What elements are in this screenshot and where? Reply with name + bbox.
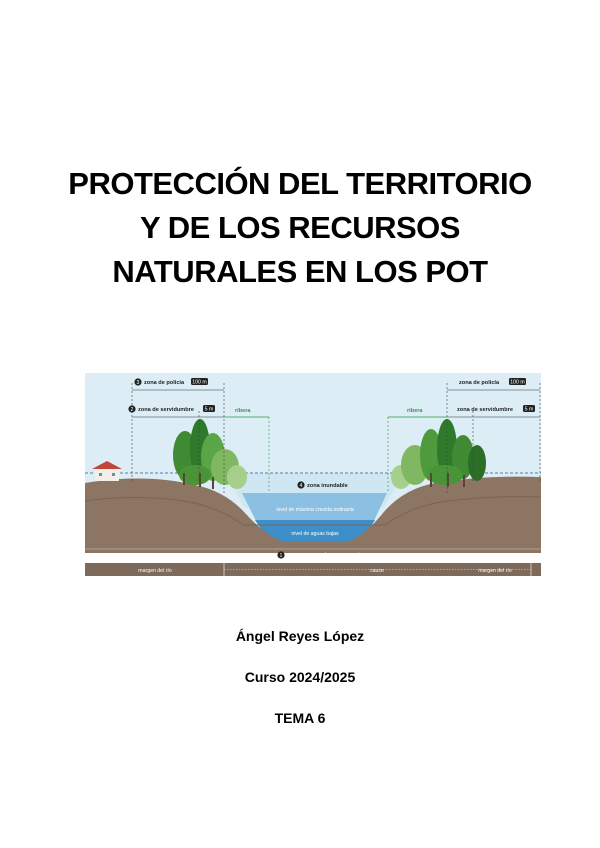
zona-policia-left-label: zona de policía: [144, 380, 185, 386]
margen-left-label: margen del río: [138, 568, 172, 574]
dominio-privado-right-label: DOMINIO PRIVADO: [469, 553, 517, 559]
zona-policia-right-badge: 100 m: [510, 379, 525, 386]
river-zones-diagram: [85, 373, 541, 576]
title-line-1: PROTECCIÓN DEL TERRITORIO: [68, 166, 532, 201]
zona-policia-right-label: zona de policía: [459, 380, 500, 386]
number-4-label: 4: [299, 483, 303, 489]
zona-inundable-label: zona inundable: [307, 483, 348, 489]
nivel-aguas-bajas-label: nivel de aguas bajas: [291, 531, 339, 537]
zona-servidumbre-right-badge: 5 m: [524, 406, 534, 413]
course-year: Curso 2024/2025: [244, 669, 356, 685]
ribera-right-label: ribera: [407, 408, 423, 414]
author-name: Ángel Reyes López: [235, 628, 365, 644]
document-title: [40, 162, 560, 294]
zona-servidumbre-left-label: zona de servidumbre: [138, 407, 194, 413]
number-2-label: 2: [130, 407, 134, 413]
cauce-label: cauce: [370, 568, 384, 574]
number-3-label: 3: [136, 380, 140, 386]
margen-right-label: margen del río: [478, 568, 512, 574]
nivel-maxima-crecida-label: nivel de máxima crecida ordinaria: [276, 507, 354, 513]
ribera-left-label: ribera: [235, 408, 251, 414]
zona-policia-left-badge: 100 m: [192, 379, 207, 386]
title-line-2: Y DE LOS RECURSOS: [140, 210, 460, 245]
dominio-publico-label: DOMINIO PÚBLICO HIDRÁULICO: [295, 553, 377, 559]
zona-servidumbre-right-label: zona de servidumbre: [457, 407, 513, 413]
topic-label: TEMA 6: [274, 710, 326, 726]
zona-servidumbre-left-badge: 5 m: [204, 406, 214, 413]
title-line-3: NATURALES EN LOS POT: [112, 254, 488, 289]
dominio-privado-left-label: DOMINIO PRIVADO: [131, 553, 179, 559]
number-1-label: 1: [279, 553, 283, 559]
